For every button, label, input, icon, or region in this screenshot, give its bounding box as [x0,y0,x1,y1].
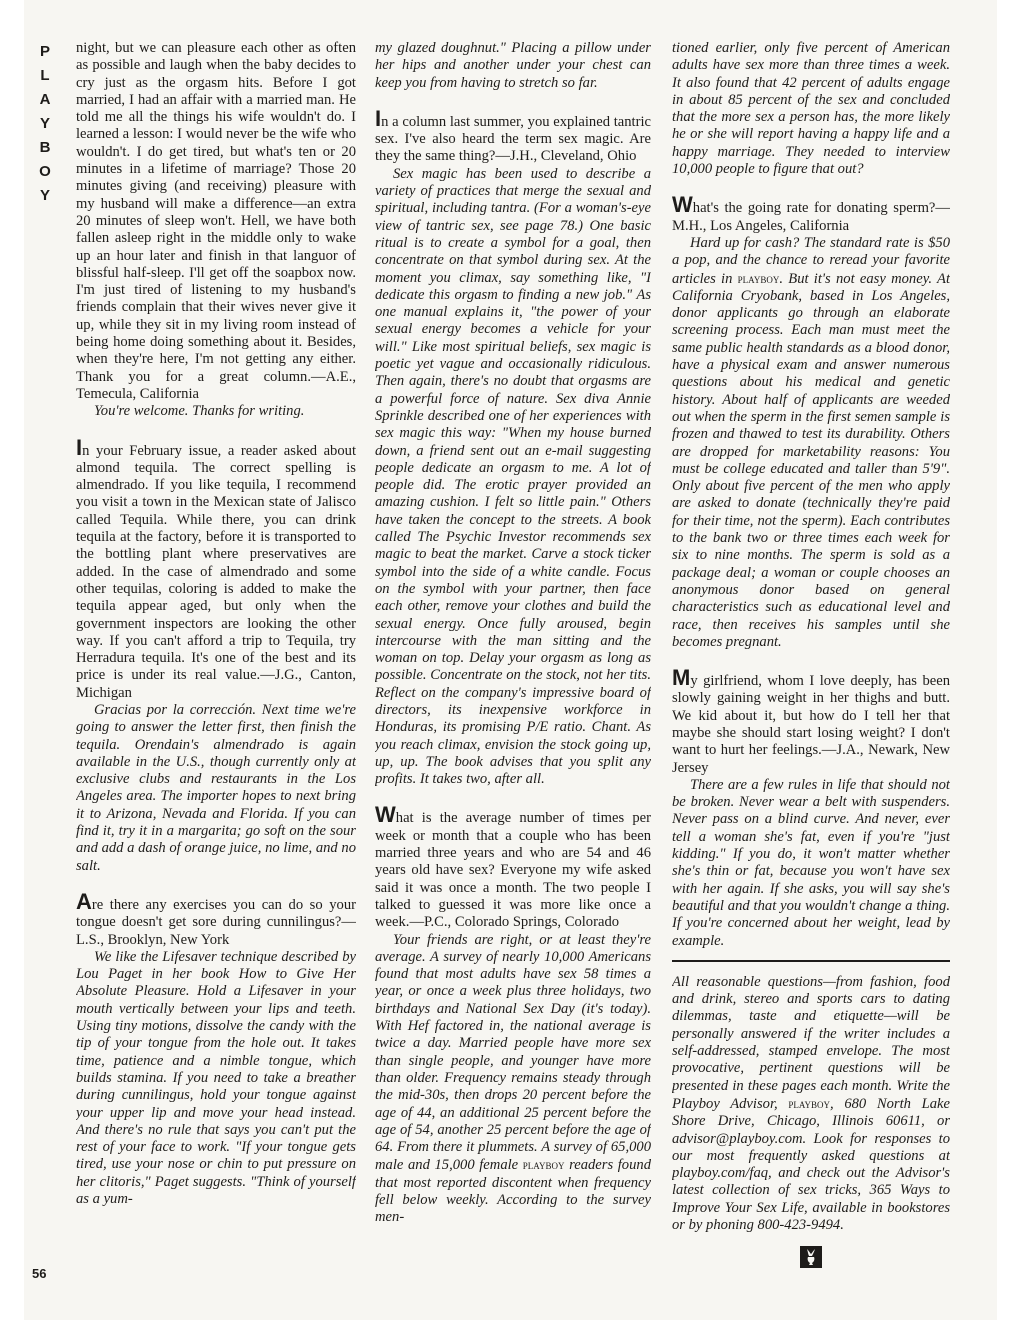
side-letter: A [39,91,51,108]
letter-text: night, but we can pleasure each other as often as possible and laugh when the baby decides to cry just as the orgasm hits. Before I got married, I had an affair with a married man. He told me all the things his wife wouldn't do. I learned a lesson: I would never be the wife who wouldn't. I do get tired, but what's ten or 20 minutes in a lifetime of marriage? Those 20 minutes giving (and receiving) pleasure with my husband will make a difference—an extra 20 minutes of sleep won't. Hell, we have both fallen asleep right in the middle only to wake up an hour later and finish in that languor of blissful half-sleep. I'll get off the soapbox now. I'm just tired of listening to my husband's friends complain that their wives never give it up, while they sit in my living room instead of being home doing something about it. Besides, when they're here, I'm not getting any either. Thank you for a great column.—A.E., Temecula, California [76,40,356,402]
question-text: n your February issue, a reader asked about almond tequila. The correct spelling is almendrado. If you like tequila, I recommend you visit a town in the Mexican state of Jalisco called Tequila. While there, you can drink tequila at the factory, before it is transported to the bottling plant where preservatives are added. In the case of almendrado and some other tequilas, coloring is added to make the tequila appear aged, but only when the government inspectors are looking the other way. If you can't afford a trip to Tequila, try Herradura tequila. It's one of the best and its price is under its real value.—J.G., Canton, Michigan [76,442,356,701]
letter-question [672,192,950,235]
answer-segment: Hard up for cash? The standard rate is $50 a pop, and the chance to reread your favorite articles in [672,234,950,287]
question-text: n a column last summer, you explained tantric sex. I've also heard the term sex magic. Are they the same thing?—J.H., Cleveland, Ohio [375,113,651,165]
side-letter: Y [39,115,50,132]
answer-text: There are a few rules in life that should not be broken. Never wear a belt with suspenders. Never pass on a blind curve. And never, ever tell a woman she's fat, even if you're "just kidding." If you do, it won't matter whether she's thin or fat, because you won't have sex with her again. If she asks, you will say she's beautiful and that you wouldn't change a thing. If you're concerned about her weight, lead by example. [672,776,950,949]
rabbit-logo-icon [800,1246,822,1268]
letter-question [375,802,651,931]
column-1 [76,40,356,1290]
drop-cap: A [76,888,92,914]
question-text: re there any exercises you can do so your tongue doesn't get sore during cunnilingus?—L.S., Brooklyn, New York [76,896,356,948]
answer-text [375,932,651,1227]
page-number: 56 [32,1266,47,1281]
drop-cap: M [672,665,691,691]
side-letter: P [39,43,50,60]
drop-cap: I [76,434,83,460]
letter-question [375,105,651,166]
side-letter: Y [39,187,50,204]
answer-segment: readers found that most reported discontent when frequency fell below weekly. According to the survey men- [375,1157,651,1226]
letter-question [76,888,356,949]
side-letter: O [39,163,51,180]
drop-cap: I [375,105,382,131]
answer-segment: Your friends are right, or at least they're average. A survey of nearly 10,000 Americans found that most adults have sex 58 times a year, or once a week plus three holidays, two birthdays and National Sex Day (it's today). With Hef factored in, the national average is twice a day. Married people have more sex than single people, and younger have more than older. Frequency remains steady through the mid-30s, then drops 20 percent before the age of 44, an additional 25 percent before the age of 54, another 25 percent before the age of 64. From there it plummets. A survey of 65,000 male and 15,000 female [375,931,651,1174]
magazine-side-label [30,40,60,208]
answer-text: Sex magic has been used to describe a variety of practices that merge the sexual and spiritual, including tantra. (For a woman's-eye view of tantric sex, see page 78.) One basic ritual is to create a symbol for a goal, then concentrate on that symbol during sex. At the moment you climax, say something like, "I dedicate this orgasm to finding a new job." As one manual explains it, "the power of your sexual energy becomes a vehicle for your will." Like most spiritual beliefs, sex magic is poetic yet vague and occasionally ridiculous. Then again, there's no doubt that orgasms are a powerful force of nature. Sex diva Annie Sprinkle described one of her experiences with sex magic this way: "When my house burned down, a friend sent out an e-mail suggesting people dedicate an orgasm to me. A lot of people did. The erotic prayer provided an amazing cushion. I felt so little pain." Others have taken the concept to the streets. A book called The Psychic Investor recommends sex magic to beat the market. Carve a stock ticker symbol into the side of a white candle. Focus on the symbol with your partner, then face each other, remove your clothes and build the sexual energy. Once fully aroused, begin intercourse with the man sitting and the woman on top. Delay your orgasm as long as possible. Concentrate on the stock, not her tits. Reflect on the company's impressive board of directors, its inexpensive workforce in Honduras, its promising P/E ratio. Chant. As you reach climax, envision the stock going up, up, up. The book advises that you split any profits. It takes two, after all. [375,165,651,788]
column-2 [375,40,651,1290]
question-text: hat is the average number of times per week or month that a couple who has been married three years and who are 54 and 46 years old have sex? Everyone my wife asked said it was once a month. The two people I talked to guessed it was more like once a week.—P.C., Colorado Springs, Colorado [375,810,651,931]
side-letter: L [40,67,50,84]
brand-small-caps: playboy [788,1095,831,1111]
side-letter: B [39,139,51,156]
letter-question [672,665,950,777]
answer-text: tioned earlier, only five percent of American adults have sex more than three times a week. It also found that 42 percent of adults engage in about 85 percent of the sex and concluded that the more sex a person has, the more likely he or she will report having a happy life and a happy marriage. They needed to interview 10,000 people to figure that out? [672,40,950,178]
answer-text [672,235,950,651]
column-3 [672,40,950,1290]
answer-text: my glazed doughnut." Placing a pillow under her hips and another under your chest can keep you from having to stretch so far. [375,40,651,91]
advisor-footer-note [672,974,950,1234]
section-divider [672,960,950,962]
brand-small-caps: playboy [522,1157,565,1173]
drop-cap: W [375,802,396,828]
answer-text: You're welcome. Thanks for writing. [94,403,305,420]
question-text: hat's the going rate for donating sperm?—M.H., Los Angeles, California [672,200,950,234]
question-text: y girlfriend, whom I love deeply, has been slowly gaining weight in her thighs and butt. We kid about it, but how do I tell her that maybe she should start losing weight? I don't want to hurt her feelings.—J.A., Newark, New Jersey [672,673,950,776]
drop-cap: W [672,192,693,218]
answer-text: We like the Lifesaver technique described by Lou Paget in her book How to Give Her Absolute Pleasure. Hold a Lifesaver in your mouth vertically between your lips and teeth. Using tiny motions, dissolve the candy with the tip of your tongue from the hole out. It takes time, patience and a nimble tongue, which builds stamina. If you need to take a breather during cunnilingus, hold your tongue against your upper lip and move your head instead. And there's no rule that says you can't put the rest of your face to work. "If your tongue gets tired, use your nose or chin to put pressure on her clitoris," Paget suggests. "Think of yourself as a yum- [76,948,356,1207]
letter-question [76,434,356,702]
footer-segment: , 680 North Lake Shore Drive, Chicago, Illinois 60611, or advisor@playboy.com. Look for responses to our most frequently asked questions at playboy.com/faq, and check out the Advisor's latest collection of sex tricks, 365 Ways to Improve Your Sex Life, available in bookstores or by phoning 800-423-9494. [672,1095,950,1233]
answer-text: Gracias por la corrección. Next time we're going to answer the letter first, then finish the tequila. Orendain's almendrado is again available in the U.S., though currently only at exclusive clubs and restaurants in the Los Angeles area. The importer hopes to next bring it to Arizona, Nevada and Florida. If you can find it, try it in a margarita; go soft on the sour and add a dash of orange juice, no lime, and no salt. [76,701,356,874]
answer-segment: . But it's not easy money. At California Cryobank, based in Los Angeles, donor applicants go through an elaborate screening process. Each man must meet the same public health standards as a blood donor, have a physical exam and answer numerous questions about his medical and genetic history. About half of applicants are weeded out when the sperm in the first semen sample is frozen and thawed to test its durability. Others are dropped for marketability reasons: You must be college educated and taller than 5'9". Only about five percent of the men who apply are asked to donate (technically they're paid for their time, not the sperm). Each contributes to the bank two or three times each week for six to nine months. The sperm is sold as a package deal; a woman or couple chooses an anonymous donor based on general characteristics such as educational level and race, then receives his samples until she becomes pregnant. [672,270,950,650]
footer-segment: All reasonable questions—from fashion, food and drink, stereo and sports cars to dating dilemmas, taste and etiquette—will be personally answered if the writer includes a self-addressed, stamped envelope. The most provocative, pertinent questions will be presented in these pages each month. Write the Playboy Advisor, [672,973,950,1112]
brand-small-caps: playboy [737,270,780,286]
